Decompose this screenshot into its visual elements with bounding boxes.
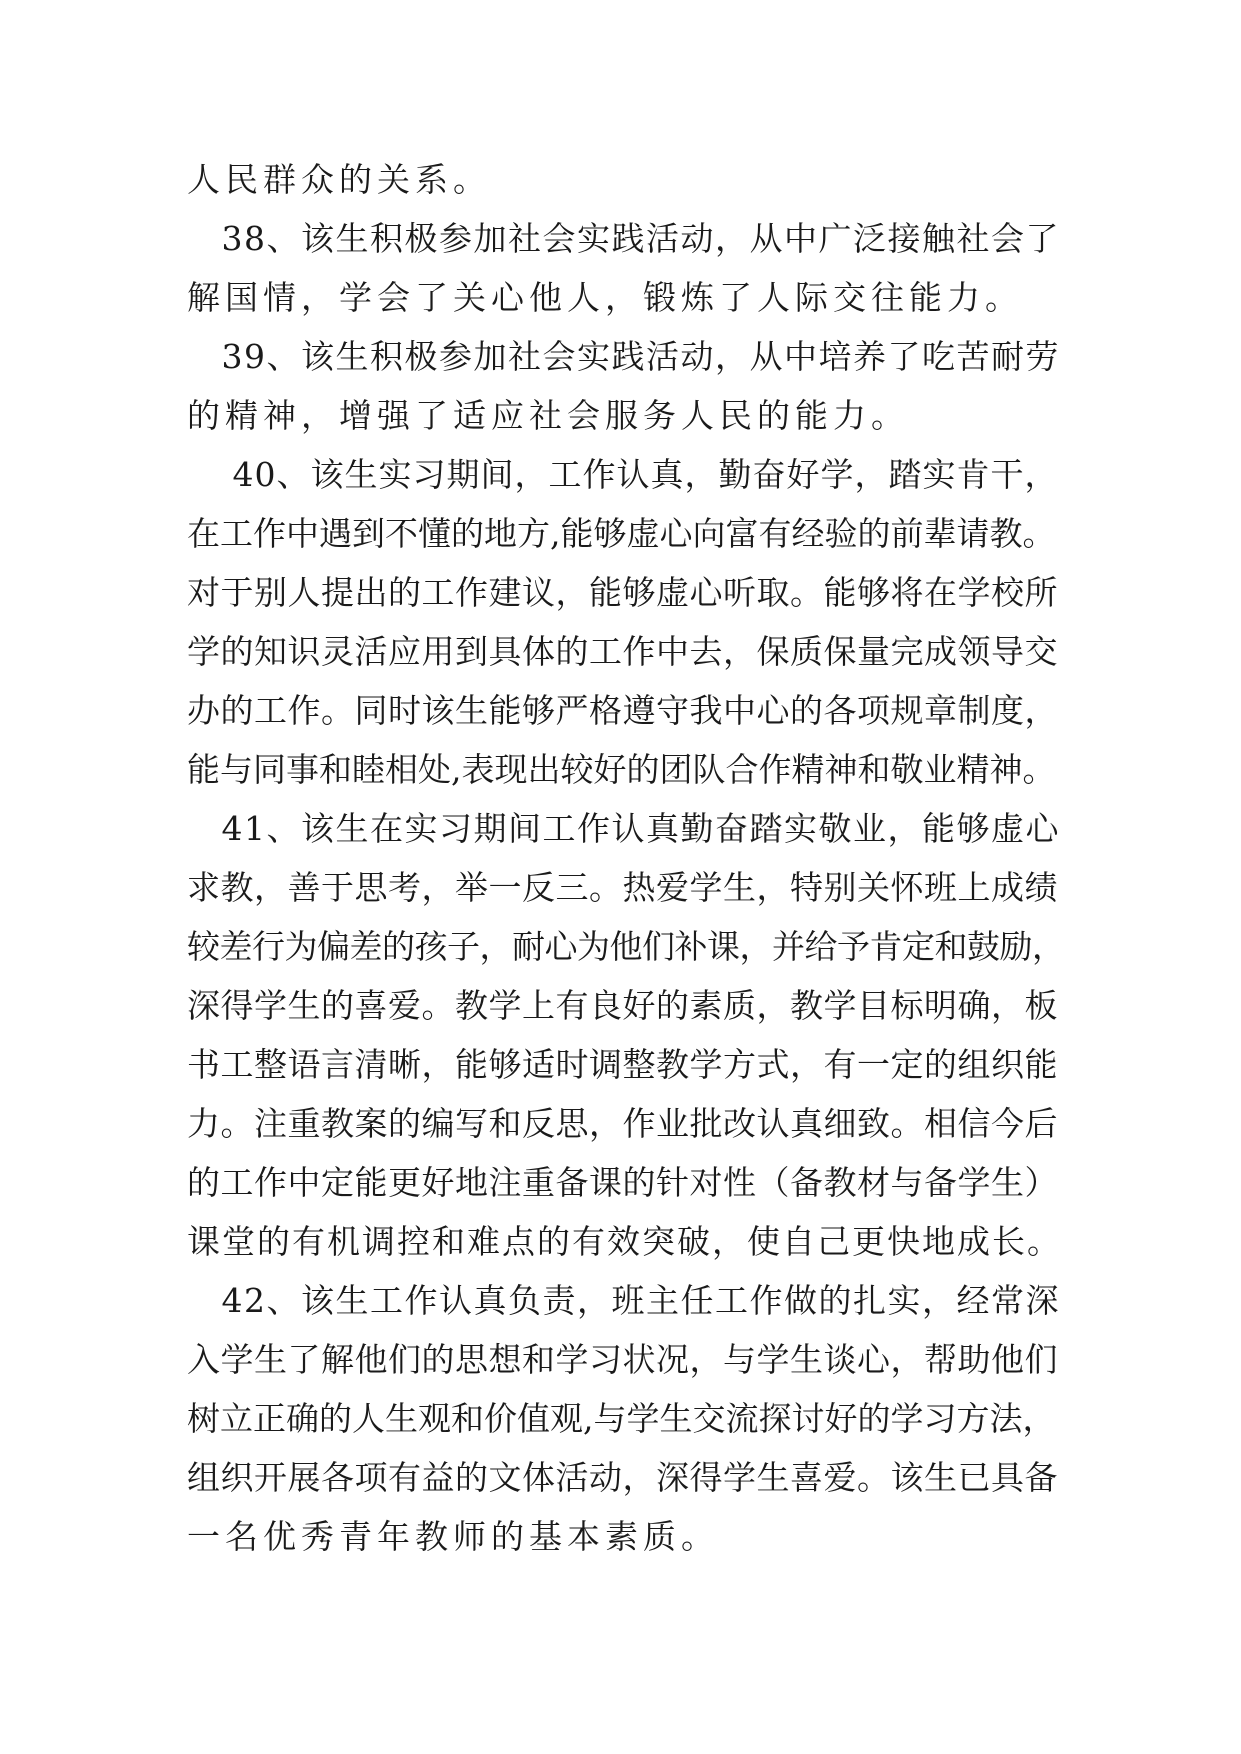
text-line: 入学生了解他们的思想和学习状况，与学生谈心，帮助他们 <box>187 1340 1058 1379</box>
text-line: 解国情，学会了关心他人，锻炼了人际交往能力。 <box>187 278 1023 317</box>
text-line: 一名优秀青年教师的基本素质。 <box>187 1517 719 1556</box>
text-line: 深得学生的喜爱。教学上有良好的素质，教学目标明确，板 <box>187 986 1058 1025</box>
text-line: 的精神，增强了适应社会服务人民的能力。 <box>187 396 909 435</box>
text-line: 在工作中遇到不懂的地方,能够虚心向富有经验的前辈请教。 <box>187 514 1056 553</box>
text-line: 38、该生积极参加社会实践活动，从中广泛接触社会了 <box>187 219 1060 258</box>
text-line: 人民群众的关系。 <box>187 160 491 199</box>
text-line: 较差行为偏差的孩子，耐心为他们补课，并给予肯定和鼓励， <box>187 927 1065 966</box>
text-line: 能与同事和睦相处,表现出较好的团队合作精神和敬业精神。 <box>187 750 1056 789</box>
text-line: 对于别人提出的工作建议，能够虚心听取。能够将在学校所 <box>187 573 1058 612</box>
text-line: 课堂的有机调控和难点的有效突破，使自己更快地成长。 <box>187 1222 1062 1261</box>
text-line: 树立正确的人生观和价值观,与学生交流探讨好的学习方法， <box>187 1399 1056 1438</box>
text-line: 39、该生积极参加社会实践活动，从中培养了吃苦耐劳 <box>187 337 1060 376</box>
text-line: 办的工作。同时该生能够严格遵守我中心的各项规章制度， <box>187 691 1058 730</box>
text-line: 41、该生在实习期间工作认真勤奋踏实敬业，能够虚心 <box>187 809 1060 848</box>
text-line: 书工整语言清晰，能够适时调整教学方式，有一定的组织能 <box>187 1045 1058 1084</box>
text-line: 组织开展各项有益的文体活动，深得学生喜爱。该生已具备 <box>187 1458 1058 1497</box>
text-line: 40、该生实习期间，工作认真，勤奋好学，踏实肯干， <box>187 455 1059 494</box>
text-line: 学的知识灵活应用到具体的工作中去，保质保量完成领导交 <box>187 632 1058 671</box>
text-line: 42、该生工作认真负责，班主任工作做的扎实，经常深 <box>187 1281 1060 1320</box>
body-text <box>187 150 1067 1566</box>
text-line: 求教，善于思考，举一反三。热爱学生，特别关怀班上成绩 <box>187 868 1058 907</box>
text-line: 力。注重教案的编写和反思，作业批改认真细致。相信今后 <box>187 1104 1058 1143</box>
text-line: 的工作中定能更好地注重备课的针对性（备教材与备学生） <box>187 1163 1058 1202</box>
